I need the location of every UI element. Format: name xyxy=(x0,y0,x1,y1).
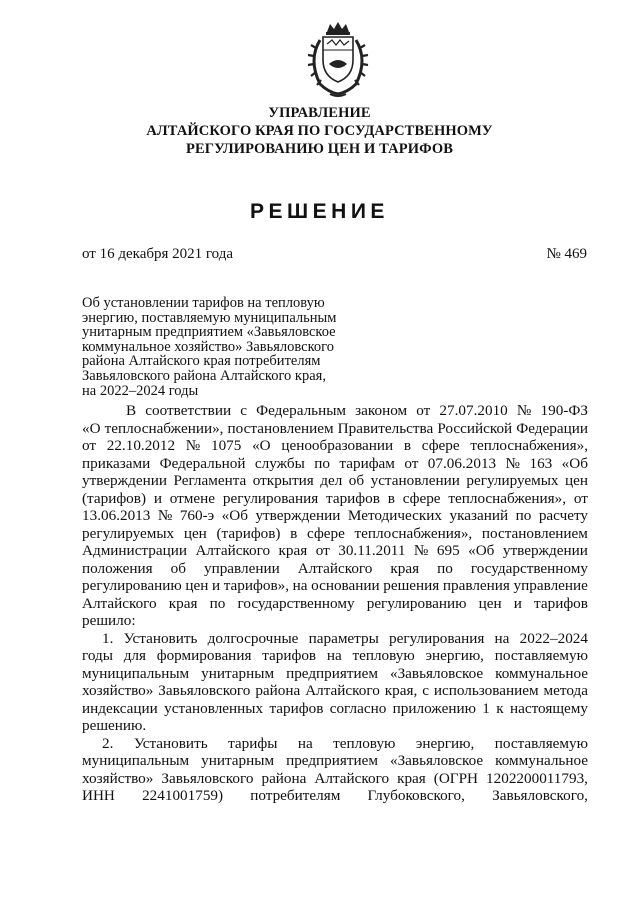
body-line: приказами Федеральной службы по тарифам от 07.06.2013 № 163 «Об xyxy=(82,454,588,472)
subject-line: Об установлении тарифов на тепловую xyxy=(82,295,325,311)
body-line: «О теплоснабжении», постановлением Правительства Российской Федерации xyxy=(82,419,588,437)
body-line: В соответствии с Федеральным законом от 27.07.2010 № 190-ФЗ xyxy=(126,402,588,419)
coat-of-arms-icon xyxy=(302,20,374,100)
body-line: от 22.10.2012 № 1075 «О ценообразовании в сфере теплоснабжения», xyxy=(82,437,588,454)
body-line: регулируемых цен (тарифов) в сфере теплоснабжения», постановлением xyxy=(82,524,588,542)
body-line: 2. Установить тарифы на тепловую энергию, поставляемую xyxy=(102,734,588,752)
body-line: хозяйство» Завьяловского района Алтайского края (ОГРН 1202200011793, xyxy=(82,769,588,787)
body-line: решению. xyxy=(82,717,147,734)
body-line: годы для формирования тарифов на тепловую энергию, поставляемую xyxy=(82,647,588,664)
subject-line: района Алтайского края потребителям xyxy=(82,353,321,370)
body-line: Администрации Алтайского края от 30.11.2011 № 695 «Об утверждении xyxy=(82,542,588,559)
document-subject xyxy=(82,296,347,398)
body-line: утверждении Регламента открытия дел об установлении регулируемых цен xyxy=(82,472,588,489)
body-line: Алтайского края по государственному регулированию цен и тарифов xyxy=(82,594,588,612)
subject-line: коммунальное хозяйство» Завьяловского xyxy=(82,338,334,355)
body-line: 1. Установить долгосрочные параметры регулирования на 2022–2024 xyxy=(102,629,588,647)
subject-line: на 2022–2024 годы xyxy=(82,382,199,399)
body-line: индексации установленных тарифов согласно приложению 1 к настоящему xyxy=(82,699,588,717)
document-number: № 469 xyxy=(546,246,587,262)
body-line: (тарифов) и отмене регулирования тарифов в сфере теплоснабжения», от xyxy=(82,489,588,507)
organization-name-line-3: РЕГУЛИРОВАНИЮ ЦЕН И ТАРИФОВ xyxy=(186,141,453,157)
document-date: от 16 декабря 2021 года xyxy=(82,246,234,262)
organization-name-line-2: АЛТАЙСКОГО КРАЯ ПО ГОСУДАРСТВЕННОМУ xyxy=(146,123,493,139)
body-line: 13.06.2013 № 760-э «Об утверждении Методических указаний по расчету xyxy=(82,507,588,524)
body-line: регулированию цен и тарифов», на основании решения правления управление xyxy=(82,577,588,594)
document-title: РЕШЕНИЕ xyxy=(250,200,389,223)
subject-line: унитарным предприятием «Завьяловское xyxy=(82,324,336,341)
body-line: решило: xyxy=(82,612,136,629)
body-line: муниципальным унитарным предприятием «Завьяловское коммунальное xyxy=(82,752,588,769)
body-line: ИНН 2241001759) потребителям Глубоковского, Завьяловского, xyxy=(82,787,588,804)
body-line: хозяйство» Завьяловского района Алтайского края, с использованием метода xyxy=(82,682,588,699)
body-line: положения об управлении Алтайского края по государственному xyxy=(82,559,588,577)
organization-name-line-1: УПРАВЛЕНИЕ xyxy=(268,105,371,121)
document-body xyxy=(82,402,588,805)
subject-line: Завьяловского района Алтайского края, xyxy=(82,367,326,384)
body-line: муниципальным унитарным предприятием «Завьяловское коммунальное xyxy=(82,664,588,682)
subject-line: энергию, поставляемую муниципальным xyxy=(82,309,337,326)
